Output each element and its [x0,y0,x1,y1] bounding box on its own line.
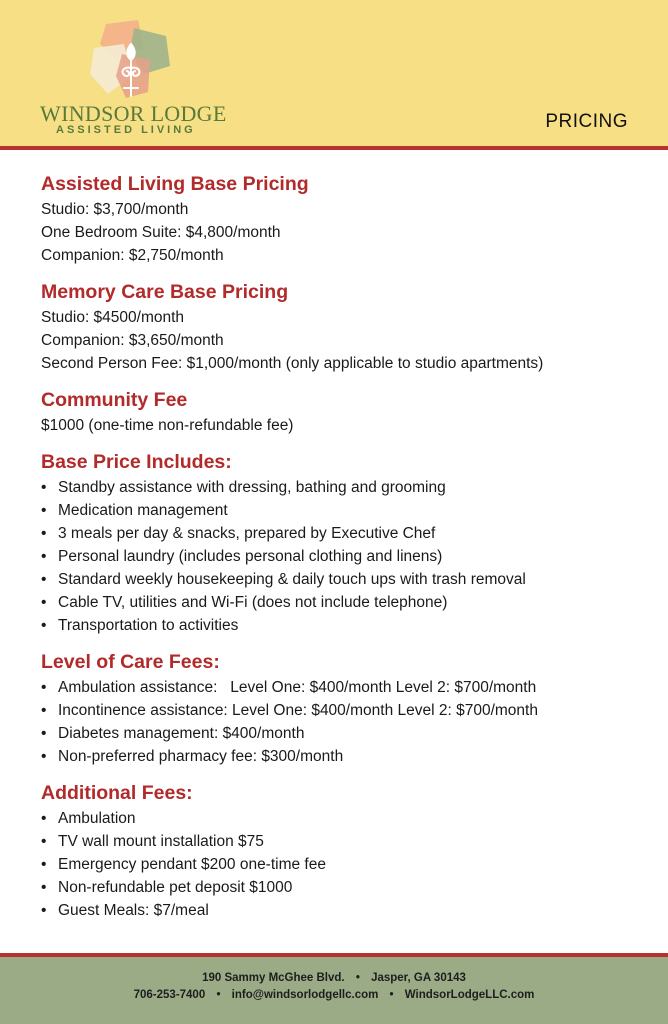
additional-fees-section [41,781,641,922]
price-line: $1000 (one-time non-refundable fee) [41,417,294,434]
assisted-living-section [41,172,641,267]
section-heading: Memory Care Base Pricing [41,281,289,303]
list-item: • Non-refundable pet deposit $1000 [41,879,293,896]
price-line: One Bedroom Suite: $4,800/month [41,224,281,241]
list-item: • Ambulation assistance: Level One: $400/month Level 2: $700/month [41,679,537,696]
windsor-lodge-logo-icon [86,18,176,102]
section-heading: Assisted Living Base Pricing [41,173,309,195]
list-item: • Incontinence assistance: Level One: $400/month Level 2: $700/month [41,702,538,719]
community-fee-section [41,388,641,437]
list-item: • Personal laundry (includes personal clothing and linens) [41,548,443,565]
separator: • [389,989,394,1001]
street-address: 190 Sammy McGhee Blvd. [202,972,345,984]
list-item: • 3 meals per day & snacks, prepared by Executive Chef [41,525,436,542]
list-item: • Standard weekly housekeeping & daily touch ups with trash removal [41,571,526,588]
price-line: Studio: $3,700/month [41,201,189,218]
price-line: Studio: $4500/month [41,309,185,326]
header [0,0,668,146]
list-item: • Non-preferred pharmacy fee: $300/month [41,748,344,765]
list-item: • Standby assistance with dressing, bathing and grooming [41,479,446,496]
phone-number[interactable]: 706-253-7400 [133,989,206,1001]
price-line: Companion: $2,750/month [41,247,224,264]
page-title: PRICING [545,111,628,132]
level-of-care-section [41,650,641,768]
base-price-includes-section [41,450,641,637]
list-item: • Cable TV, utilities and Wi-Fi (does not include telephone) [41,594,448,611]
list-item: • Medication management [41,502,228,519]
footer [0,957,668,1024]
list-item: • Guest Meals: $7/meal [41,902,209,919]
footer-address-row [0,972,668,984]
list-item: • Diabetes management: $400/month [41,725,305,742]
separator: • [216,989,221,1001]
additional-fees-list [41,807,641,922]
price-line: Companion: $3,650/month [41,332,224,349]
section-heading: Level of Care Fees: [41,651,220,673]
website-link[interactable]: WindsorLodgeLLC.com [404,989,535,1001]
pricing-content [41,172,641,935]
email-link[interactable]: info@windsorlodgellc.com [231,989,379,1001]
section-heading: Base Price Includes: [41,451,232,473]
brand-name: WINDSOR LODGE [40,101,227,126]
section-heading: Additional Fees: [41,782,193,804]
header-divider [0,146,668,150]
includes-list [41,476,641,637]
list-item: • Ambulation [41,810,136,827]
price-line: Second Person Fee: $1,000/month (only applicable to studio apartments) [41,355,544,372]
list-item: • Transportation to activities [41,617,239,634]
section-heading: Community Fee [41,389,188,411]
footer-contact-row [0,989,668,1001]
city-state-zip: Jasper, GA 30143 [371,972,466,984]
care-fees-list [41,676,641,768]
separator: • [355,972,360,984]
list-item: • Emergency pendant $200 one-time fee [41,856,326,873]
brand-subtitle: ASSISTED LIVING [56,124,196,136]
list-item: • TV wall mount installation $75 [41,833,264,850]
memory-care-section [41,280,641,375]
